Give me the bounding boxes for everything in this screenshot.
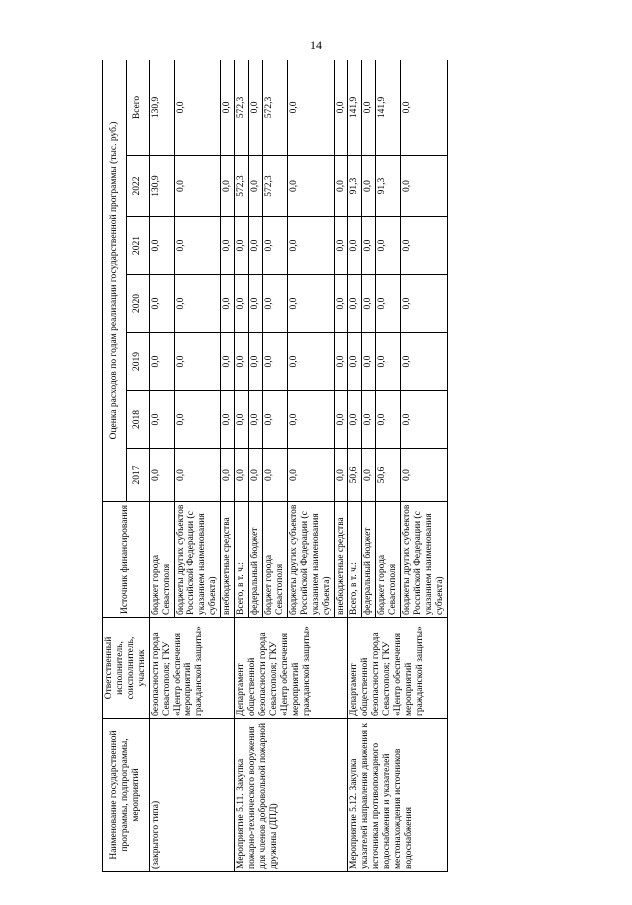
year-value-cell: 0,0 [235,217,249,275]
year-value-cell: 0,0 [287,217,334,275]
year-value-cell: 0,0 [401,217,448,275]
source-cell: Всего, в т. ч.: [348,502,362,618]
year-value-cell: 0,0 [262,391,287,449]
year-value-cell: 0,0 [174,449,221,502]
measure-name-cell: Мероприятие 5.11. Закупка пожарно-технического вооружения для членов добровольной пожарной дружины (ДПД) [235,719,348,872]
year-value-cell: 0,0 [334,333,348,391]
year-value-cell: 0,0 [249,156,263,217]
year-value-cell: 0,0 [287,449,334,502]
year-value-cell: 0,0 [174,391,221,449]
header-year: 2020 [126,275,149,333]
year-value-cell: 0,0 [174,217,221,275]
source-cell: внебюджетные средства [334,502,348,618]
source-cell: бюджеты других субъектов Российской Федерации (с указанием наименования субъекта) [287,502,334,618]
source-cell: бюджет города Севастополя [376,502,401,618]
source-cell: федеральный бюджет [362,502,376,618]
year-value-cell: 0,0 [221,449,235,502]
table-row [235,60,249,872]
measure-name-cell: Мероприятие 5.12. Закупка указателей направления движения к источникам противопожарного водоснабжения и указателей местонахождения источников водоснабжения [348,719,447,872]
header-executor: Ответственный исполнитель, соисполнитель, участник [103,618,150,719]
measure-name-cell: (закрытого типа) [149,719,234,872]
header-total: Всего [126,60,149,156]
header-year: 2021 [126,217,149,275]
year-value-cell: 0,0 [221,217,235,275]
year-value-cell: 0,0 [149,333,174,391]
year-value-cell: 0,0 [149,391,174,449]
header-estimate: Оценка расходов по годам реализации государственной программы (тыс. руб.) [103,60,127,502]
year-value-cell: 0,0 [362,275,376,333]
year-value-cell: 0,0 [262,449,287,502]
header-year: 2017 [126,449,149,502]
year-value-cell: 0,0 [174,156,221,217]
total-value-cell: 0,0 [287,60,334,156]
year-value-cell: 0,0 [262,275,287,333]
year-value-cell: 0,0 [235,275,249,333]
year-value-cell: 0,0 [287,333,334,391]
source-cell: бюджет города Севастополя [149,502,174,618]
year-value-cell: 572,3 [262,156,287,217]
financing-table [102,60,448,872]
year-value-cell: 0,0 [376,217,401,275]
year-value-cell: 0,0 [221,275,235,333]
year-value-cell: 0,0 [348,333,362,391]
total-value-cell: 0,0 [362,60,376,156]
year-value-cell: 0,0 [249,449,263,502]
source-cell: федеральный бюджет [249,502,263,618]
executor-cell: Департамент общественной безопасности города Севастополя; ГКУ «Центр обеспечения мероприятий гражданской защиты» [235,618,348,719]
year-value-cell: 0,0 [401,275,448,333]
executor-cell: безопасности города Севастополя; ГКУ «Центр обеспечения мероприятий гражданской защиты» [149,618,234,719]
year-value-cell: 0,0 [249,391,263,449]
total-value-cell: 141,9 [348,60,362,156]
year-value-cell: 0,0 [362,391,376,449]
year-value-cell: 0,0 [262,333,287,391]
year-value-cell: 0,0 [348,391,362,449]
total-value-cell: 572,3 [262,60,287,156]
year-value-cell: 0,0 [287,391,334,449]
source-cell: бюджет города Севастополя [262,502,287,618]
year-value-cell: 0,0 [401,449,448,502]
table-row [348,60,362,872]
header-year: 2019 [126,333,149,391]
year-value-cell: 0,0 [348,275,362,333]
year-value-cell: 0,0 [362,333,376,391]
header-row [103,60,127,872]
total-value-cell: 0,0 [249,60,263,156]
year-value-cell: 0,0 [362,217,376,275]
year-value-cell: 0,0 [149,449,174,502]
source-cell: внебюджетные средства [221,502,235,618]
year-value-cell: 0,0 [401,156,448,217]
year-value-cell: 0,0 [334,391,348,449]
header-year: 2022 [126,156,149,217]
page-number: 14 [310,38,322,52]
year-value-cell: 0,0 [249,333,263,391]
year-value-cell: 0,0 [249,217,263,275]
year-value-cell: 0,0 [376,275,401,333]
year-value-cell: 0,0 [149,217,174,275]
total-value-cell: 130,9 [149,60,174,156]
table-container [102,60,600,872]
total-value-cell: 141,9 [376,60,401,156]
year-value-cell: 0,0 [174,333,221,391]
source-cell: бюджеты других субъектов Российской Федерации (с указанием наименования субъекта) [401,502,448,618]
rotated-table-wrapper [102,60,600,872]
year-value-cell: 50,6 [348,449,362,502]
year-value-cell: 0,0 [362,156,376,217]
table-row [149,60,174,872]
year-value-cell: 50,6 [376,449,401,502]
year-value-cell: 0,0 [334,275,348,333]
total-value-cell: 0,0 [174,60,221,156]
year-value-cell: 0,0 [249,275,263,333]
year-value-cell: 0,0 [287,275,334,333]
total-value-cell: 572,3 [235,60,249,156]
year-value-cell: 0,0 [174,275,221,333]
year-value-cell: 0,0 [401,333,448,391]
year-value-cell: 0,0 [235,391,249,449]
source-cell: Всего, в т. ч.: [235,502,249,618]
year-value-cell: 0,0 [334,217,348,275]
executor-cell: Департамент общественной безопасности города Севастополя; ГКУ «Центр обеспечения мероприятий гражданской защиты» [348,618,447,719]
year-value-cell: 91,3 [348,156,362,217]
year-value-cell: 0,0 [221,333,235,391]
year-value-cell: 0,0 [149,275,174,333]
year-value-cell: 0,0 [235,333,249,391]
year-value-cell: 130,9 [149,156,174,217]
year-value-cell: 0,0 [376,333,401,391]
year-value-cell: 572,3 [235,156,249,217]
year-value-cell: 0,0 [334,449,348,502]
header-name: Наименование государственной программы, подпрограммы, мероприятий [103,719,150,872]
year-value-cell: 91,3 [376,156,401,217]
header-year: 2018 [126,391,149,449]
table-body [149,60,447,872]
header-source: Источник финансирования [103,502,150,618]
year-value-cell: 0,0 [262,217,287,275]
year-value-cell: 0,0 [401,391,448,449]
year-value-cell: 0,0 [334,156,348,217]
total-value-cell: 0,0 [401,60,448,156]
year-value-cell: 0,0 [287,156,334,217]
total-value-cell: 0,0 [334,60,348,156]
total-value-cell: 0,0 [221,60,235,156]
year-value-cell: 0,0 [221,391,235,449]
year-value-cell: 0,0 [235,449,249,502]
source-cell: бюджеты других субъектов Российской Федерации (с указанием наименования субъекта) [174,502,221,618]
year-value-cell: 0,0 [362,449,376,502]
year-value-cell: 0,0 [376,391,401,449]
year-value-cell: 0,0 [348,217,362,275]
year-value-cell: 0,0 [221,156,235,217]
